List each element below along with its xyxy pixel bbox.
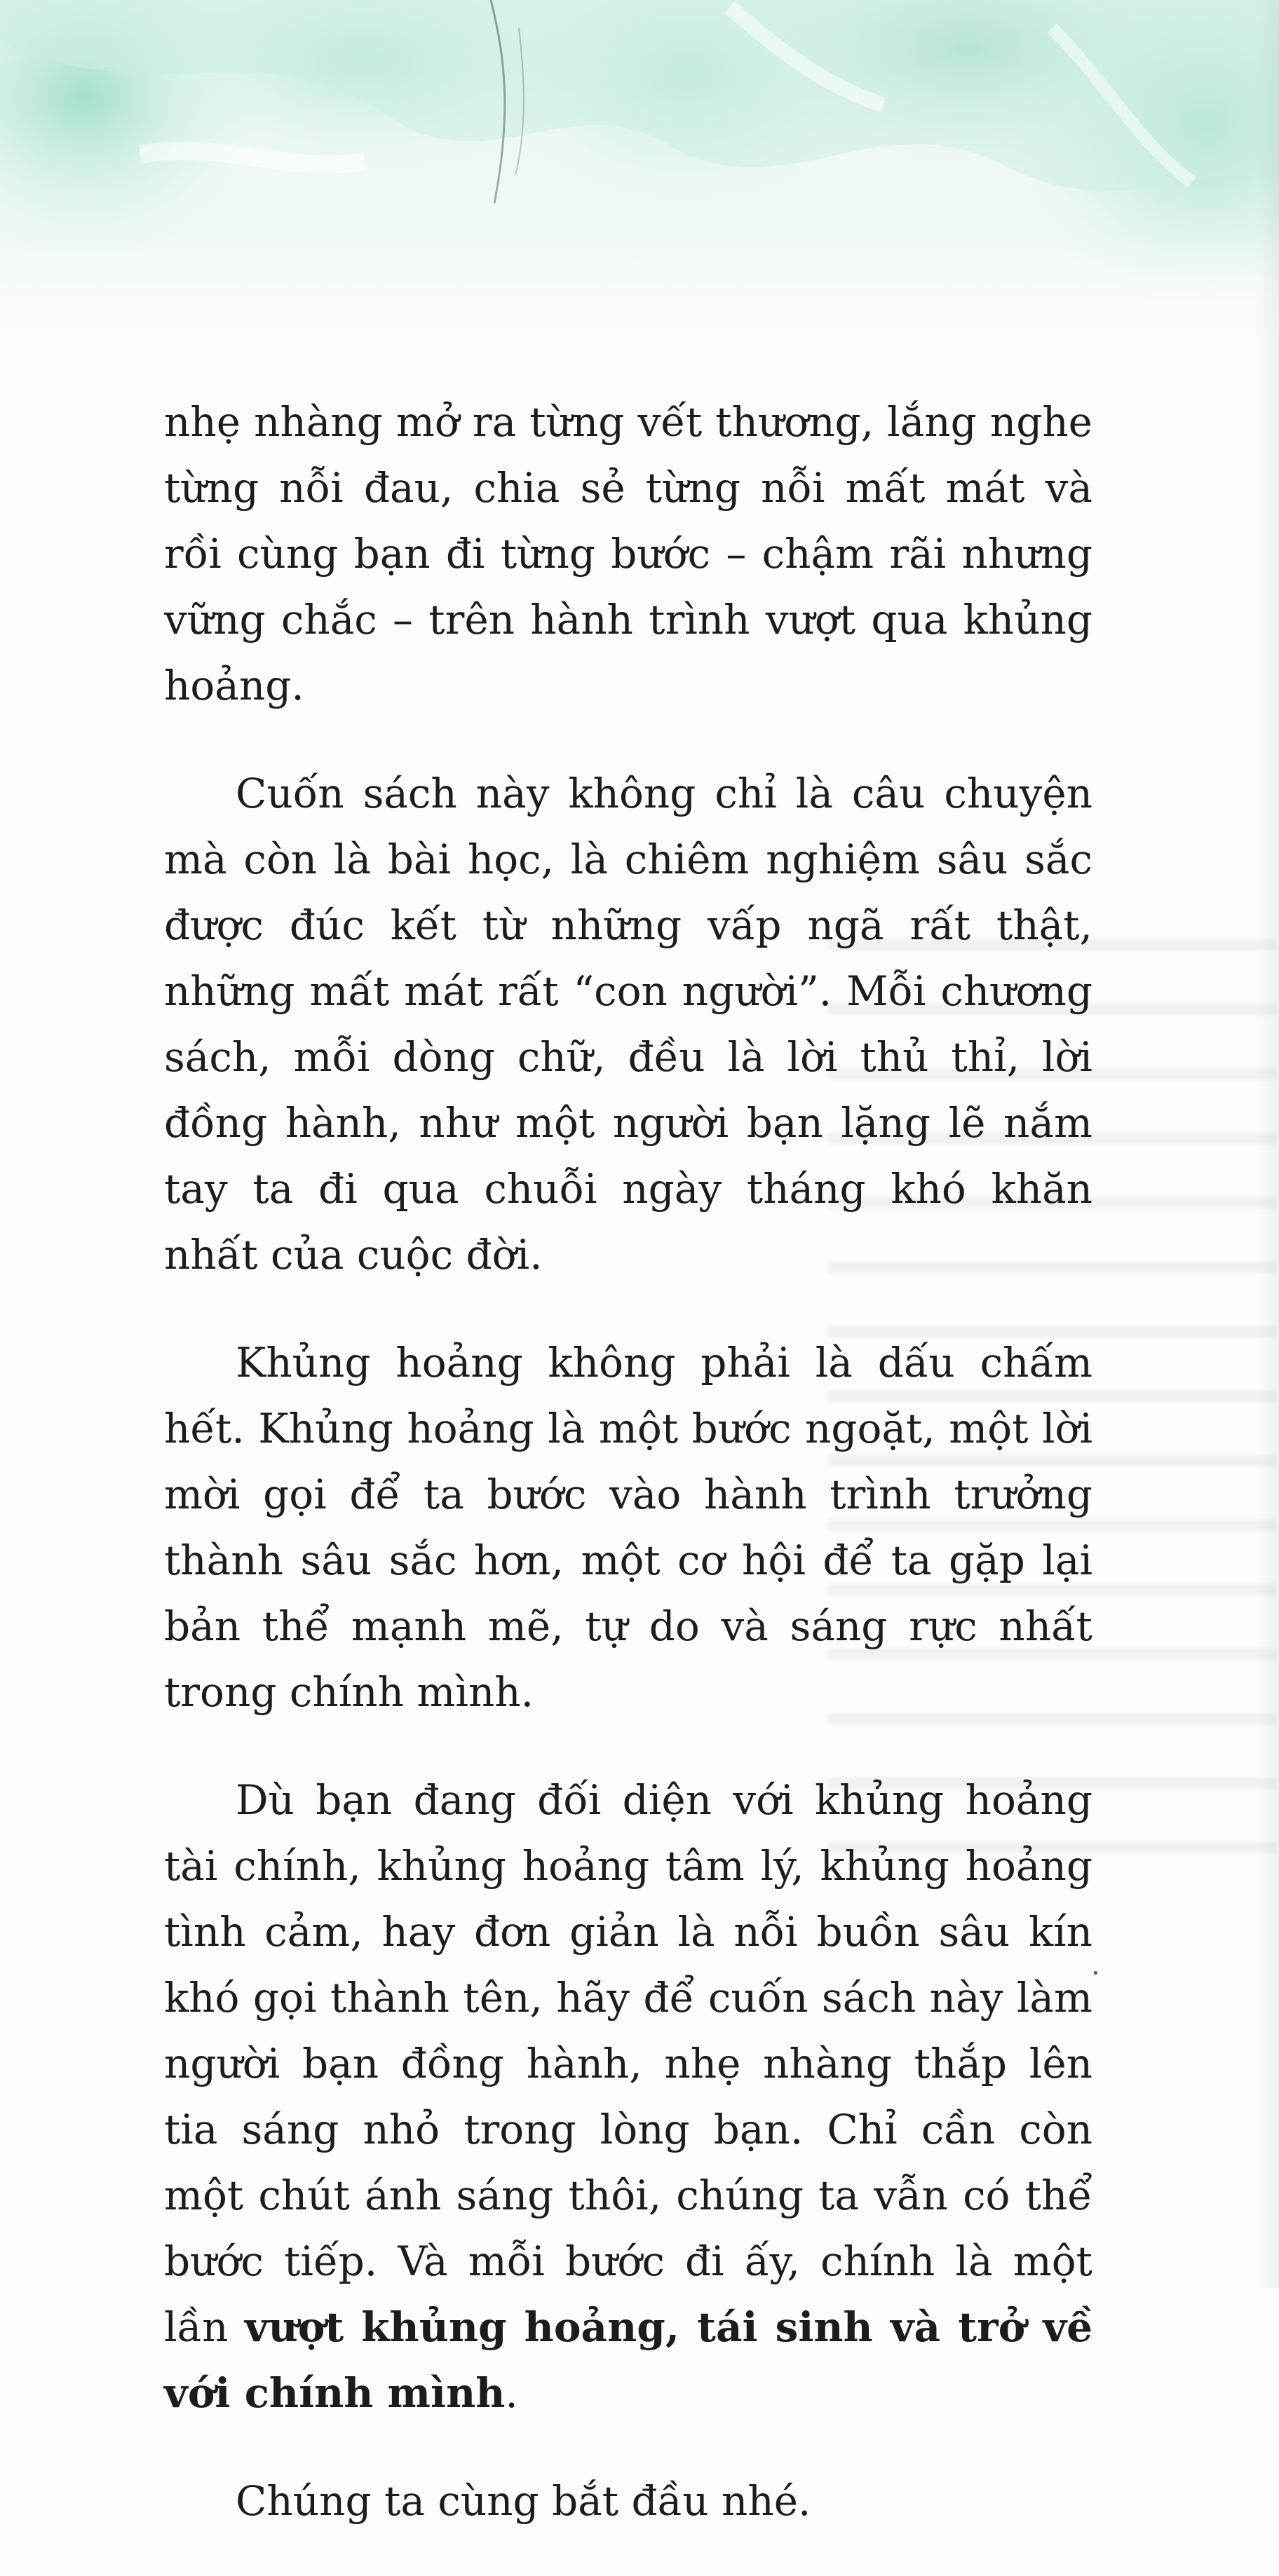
paragraph-2 [164, 761, 1092, 1288]
paragraph-3-text: Khủng hoảng không phải là dấu chấm hết. Khủng hoảng là một bước ngoặt, một lời mời gọi để ta bước vào hành trình trưởng thành sâu sắc hơn, một cơ hội để ta gặp lại bản thể mạnh mẽ, tự do và sáng rực nhất trong chính mình. [164, 1339, 1092, 1716]
paragraph-2-text: Cuốn sách này không chỉ là câu chuyện mà còn là bài học, là chiêm nghiệm sâu sắc được đúc kết từ những vấp ngã rất thật, những mất mát rất “con người”. Mỗi chương sách, mỗi dòng chữ, đều là lời thủ thỉ, lời đồng hành, như một người bạn lặng lẽ nắm tay ta đi qua chuỗi ngày tháng khó khăn nhất của cuộc đời. [164, 770, 1092, 1279]
paragraph-1-text: nhẹ nhàng mở ra từng vết thương, lắng nghe từng nỗi đau, chia sẻ từng nỗi mất mát và rồi cùng bạn đi từng bước – chậm rãi nhưng vững chắc – trên hành trình vượt qua khủng hoảng. [164, 398, 1092, 709]
paragraph-1 [164, 389, 1092, 718]
page-edge-shadow [1258, 0, 1279, 2288]
paragraph-3 [164, 1330, 1092, 1725]
paragraph-5-text: Chúng ta cùng bắt đầu nhé. [236, 2477, 811, 2525]
paragraph-4-end: . [505, 2369, 518, 2417]
paragraph-4 [164, 1767, 1092, 2426]
paragraph-5 [164, 2468, 1092, 2534]
watercolor-header-illustration [0, 0, 1279, 336]
body-text [164, 389, 1092, 2576]
paragraph-4-text: Dù bạn đang đối diện với khủng hoảng tài chính, khủng hoảng tâm lý, khủng hoảng tình cảm, hay đơn giản là nỗi buồn sâu kín khó gọi thành tên, hãy để cuốn sách này làm người bạn đồng hành, nhẹ nhàng thắp lên tia sáng nhỏ trong lòng bạn. Chỉ cần còn một chút ánh sáng thôi, chúng ta vẫn có thể bước tiếp. Và mỗi bước đi ấy, chính là một lần [164, 1776, 1092, 2351]
ink-speck [1094, 1971, 1097, 1975]
paragraph-4-emphasis: vượt khủng hoảng, tái sinh và trở về với chính mình [164, 2303, 1092, 2417]
